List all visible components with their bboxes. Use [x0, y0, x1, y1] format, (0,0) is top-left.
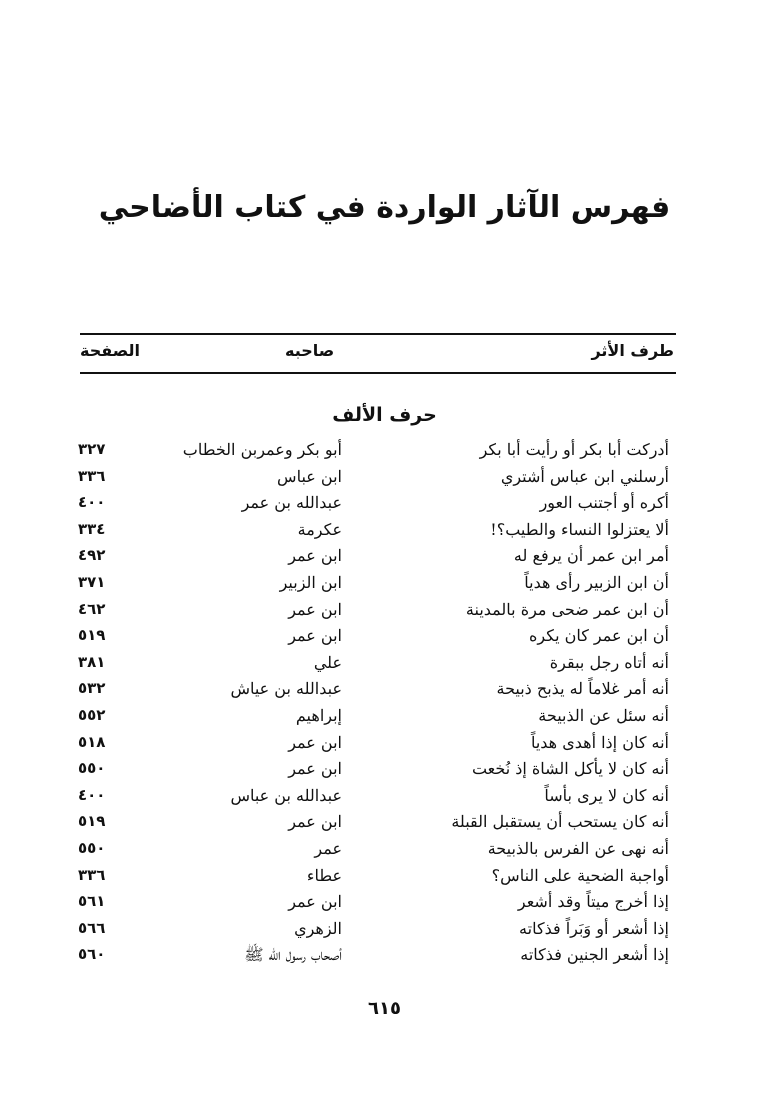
table-row [0, 679, 769, 706]
page-number: ٣٧١ [78, 572, 106, 591]
table-row [0, 467, 769, 494]
sahib-text: ابن عمر [288, 599, 342, 619]
page-number: ٥٥٠ [78, 838, 106, 857]
athar-text: أمر ابن عمر أن يرفع له [513, 546, 669, 566]
page-number: ٣٣٦ [78, 466, 106, 485]
athar-text: ألا يعتزلوا النساء والطيب؟! [490, 519, 669, 539]
sahib-text: ابن عمر [288, 759, 342, 779]
table-row [0, 866, 769, 893]
table-row [0, 839, 769, 866]
table-row [0, 892, 769, 919]
page-number: ٥٥٠ [78, 759, 106, 778]
sahib-text: إبراهيم [295, 705, 342, 725]
table-row [0, 440, 769, 467]
table-row [0, 600, 769, 627]
athar-text: أن ابن الزبير رأى هدياً [524, 572, 669, 592]
header-bottom-rule [80, 372, 676, 374]
table-row [0, 706, 769, 733]
page-number: ٤٠٠ [78, 785, 106, 804]
athar-text: إذا أخرج ميتاً وقد أشعر [517, 892, 669, 912]
sahib-text: ابن الزبير [279, 572, 342, 592]
page-folio-number: ٦١٥ [368, 998, 401, 1019]
sahib-text: ابن عمر [288, 546, 342, 566]
sahib-text: عمر [314, 838, 342, 858]
page-number: ٥٦١ [78, 892, 106, 911]
column-header-sahib: صاحبه [285, 341, 335, 360]
sahib-text: علي [313, 652, 342, 672]
athar-text: أنه أمر غلاماً له يذبح ذبيحة [496, 679, 669, 699]
sahib-text: عطاء [306, 865, 342, 885]
athar-text: أنه كان يستحب أن يستقبل القبلة [451, 812, 669, 832]
page-number: ٣٨١ [78, 652, 106, 671]
index-table [0, 440, 769, 972]
page-number: ٣٣٦ [78, 865, 106, 884]
athar-text: أكره أو أجتنب العور [539, 493, 669, 513]
athar-text: أنه أتاه رجل ببقرة [549, 652, 669, 672]
section-heading: حرف الألف [332, 404, 437, 426]
table-row [0, 919, 769, 946]
athar-text: أنه كان لا يأكل الشاة إذ نُخعت [471, 759, 669, 779]
sahib-text: عكرمة [297, 519, 342, 539]
table-row [0, 945, 769, 972]
athar-text: أن ابن عمر كان يكره [529, 626, 669, 646]
page-number: ٤٩٢ [78, 546, 106, 565]
column-header-athar: طرف الأثر [591, 341, 674, 360]
page-number: ٥١٩ [78, 626, 106, 645]
athar-text: أنه نهى عن الفرس بالذبيحة [487, 838, 669, 858]
column-header-page: الصفحة [80, 341, 141, 360]
page-number: ٥١٨ [78, 732, 106, 751]
page-number: ٤٦٢ [78, 599, 106, 618]
table-row [0, 812, 769, 839]
sahib-text: ابن عمر [288, 732, 342, 752]
sahib-text: ابن عمر [288, 812, 342, 832]
page-title: فهرس الآثار الواردة في كتاب الأضاحي [98, 190, 671, 225]
table-row [0, 493, 769, 520]
sahib-text: ابن عمر [288, 892, 342, 912]
athar-text: أنه كان إذا أهدى هدياً [530, 732, 669, 752]
athar-text: أرسلني ابن عباس أشتري [500, 466, 669, 486]
page-number: ٥٦٠ [78, 945, 106, 964]
table-row [0, 573, 769, 600]
table-row [0, 546, 769, 573]
sahib-text: عبدالله بن عباس [230, 785, 342, 805]
page-number: ٥١٩ [78, 812, 106, 831]
sahib-text: ابن عباس [277, 466, 342, 486]
athar-text: أنه كان لا يرى بأساً [544, 785, 669, 805]
sahib-text: أبو بكر وعمربن الخطاب [182, 440, 342, 459]
athar-text: إذا أشعر الجنين فذكاته [520, 945, 669, 965]
page-number: ٤٠٠ [78, 493, 106, 512]
table-row [0, 626, 769, 653]
athar-text: أواجبة الضحية على الناس؟ [491, 865, 669, 885]
athar-text: أن ابن عمر ضحى مرة بالمدينة [465, 599, 669, 619]
table-row [0, 786, 769, 813]
table-row [0, 759, 769, 786]
page-number: ٣٣٤ [78, 519, 106, 538]
table-row [0, 520, 769, 547]
sahib-text: الزهري [294, 918, 342, 938]
table-row [0, 733, 769, 760]
sahib-text: ابن عمر [288, 626, 342, 646]
header-top-rule [80, 333, 676, 335]
table-row [0, 653, 769, 680]
athar-text: أنه سئل عن الذبيحة [538, 705, 669, 725]
sahib-text: عبدالله بن عياش [230, 679, 342, 699]
page-number: ٥٣٢ [78, 679, 106, 698]
page-number: ٥٥٢ [78, 705, 106, 724]
page-number: ٣٢٧ [78, 440, 106, 458]
athar-text: إذا أشعر أو وَبَراً فذكاته [519, 918, 669, 938]
sahib-text: عبدالله بن عمر [241, 493, 342, 513]
athar-text: أدركت أبا بكر أو رأيت أبا بكر [479, 440, 669, 459]
sahib-text: أصحاب رسول الله ﷺ [244, 945, 342, 965]
page-number: ٥٦٦ [78, 918, 106, 937]
